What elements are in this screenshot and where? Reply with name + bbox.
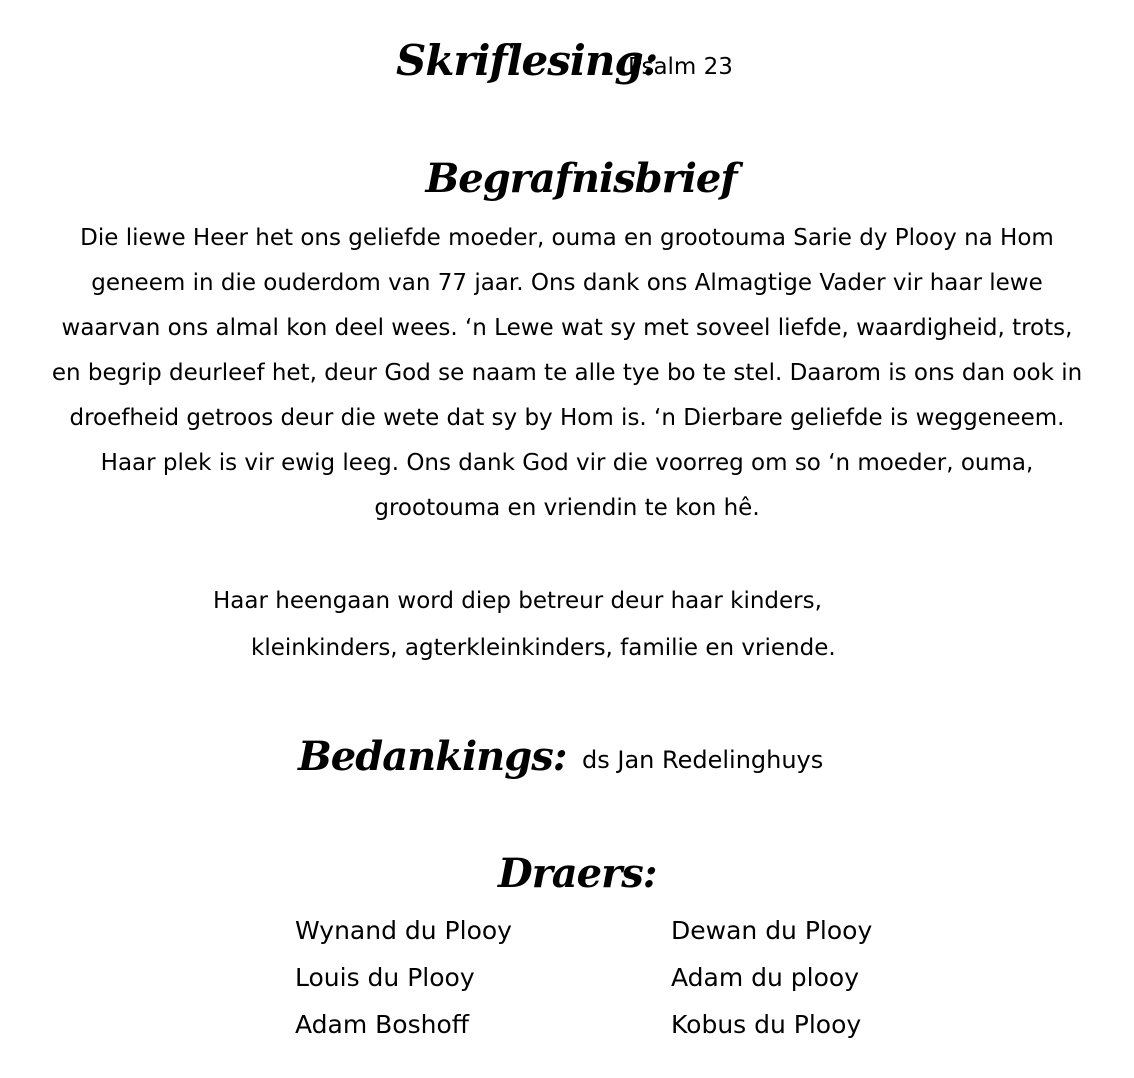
letter-line: en begrip deurleef het, deur God se naam te alle tye bo te stel. Daarom is ons dan ook in xyxy=(51,360,1083,386)
letter-line: geneem in die ouderdom van 77 jaar. Ons dank ons Almagtige Vader vir haar lewe xyxy=(91,270,1043,296)
letter-line: Die liewe Heer het ons geliefde moeder, ouma en grootouma Sarie dy Plooy na Hom xyxy=(80,225,1054,251)
letter-line: waarvan ons almal kon deel wees. ‘n Lewe wat sy met soveel liefde, waardigheid, trots, xyxy=(61,315,1073,341)
pallbearer-name: Wynand du Plooy xyxy=(295,916,512,945)
letter-line: grootouma en vriendin te kon hê. xyxy=(374,495,760,521)
mourned-line: Haar heengaan word diep betreur deur haar kinders, xyxy=(213,588,822,614)
funeral-letter-heading: Begrafnisbrief xyxy=(425,155,737,202)
letter-line: Haar plek is vir ewig leeg. Ons dank God vir die voorreg om so ‘n moeder, ouma, xyxy=(100,450,1034,476)
scripture-reference: Psalm 23 xyxy=(628,54,733,80)
pallbearer-name: Louis du Plooy xyxy=(295,963,475,992)
mourned-line: kleinkinders, agterkleinkinders, familie en vriende. xyxy=(251,635,836,661)
pallbearer-name: Adam du plooy xyxy=(671,963,860,992)
scripture-heading: Skriflesing: xyxy=(396,36,658,85)
letter-line: droefheid getroos deur die wete dat sy by Hom is. ‘n Dierbare geliefde is weggeneem. xyxy=(69,405,1065,431)
thanks-heading: Bedankings: xyxy=(298,733,567,780)
pallbearer-name: Adam Boshoff xyxy=(295,1010,469,1039)
pallbearer-name: Dewan du Plooy xyxy=(671,916,873,945)
pallbearers-heading: Draers: xyxy=(498,850,657,897)
thanks-name: ds Jan Redelinghuys xyxy=(582,746,824,774)
pallbearer-name: Kobus du Plooy xyxy=(671,1010,862,1039)
